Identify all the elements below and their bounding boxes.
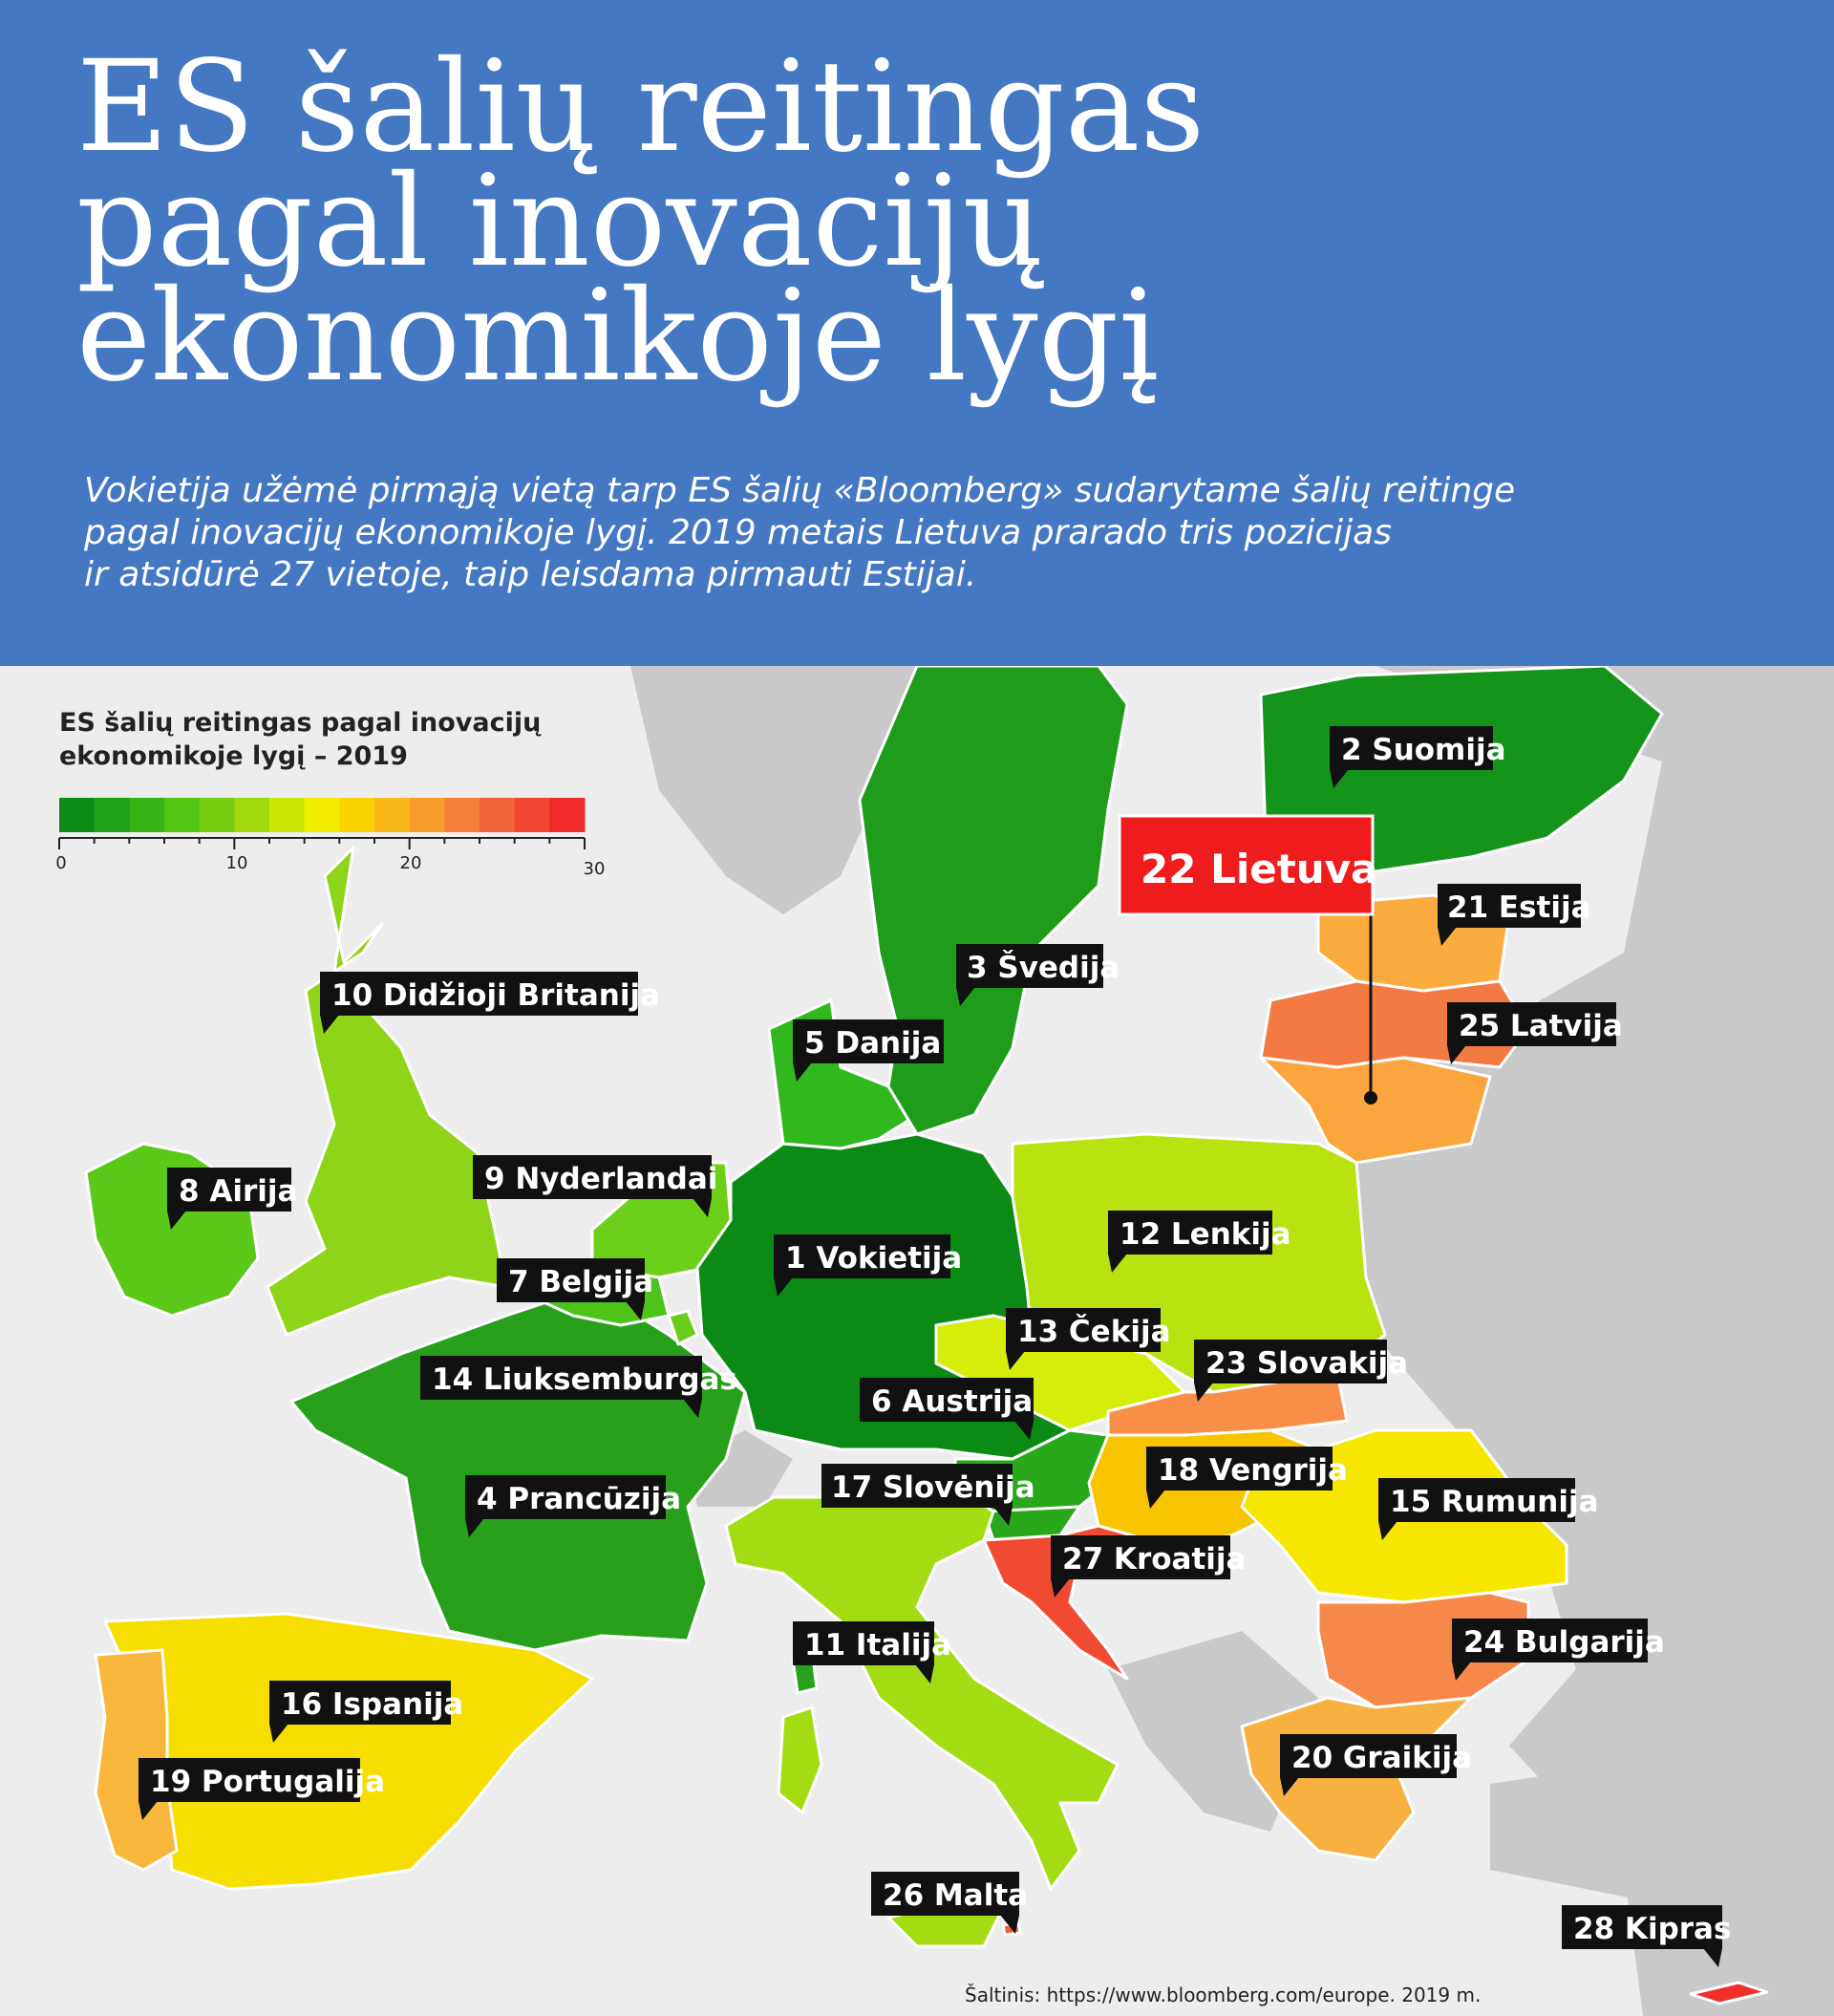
legend-tick-label: 30 (583, 859, 606, 879)
legend-swatch (480, 798, 515, 832)
europe-map (0, 666, 1834, 2016)
label-text: 5 Danija (804, 1026, 942, 1061)
label-text: 23 Slovakija (1205, 1346, 1409, 1381)
label-text: 8 Airija (179, 1174, 298, 1209)
label-text: 16 Ispanija (281, 1687, 464, 1722)
label-text: 21 Estija (1447, 890, 1591, 925)
highlight-text: 22 Lietuva (1141, 846, 1378, 892)
label-text: 12 Lenkija (1120, 1217, 1291, 1252)
label-text: 2 Suomija (1341, 733, 1506, 767)
label-text: 4 Prancūzija (477, 1482, 682, 1516)
legend-swatch (549, 798, 585, 832)
legend-tick-label: 20 (399, 853, 422, 873)
legend-tick-label: 0 (55, 853, 67, 873)
label-text: 17 Slovėnija (831, 1470, 1035, 1505)
label-text: 10 Didžioji Britanija (331, 978, 661, 1013)
label-text: 11 Italija (804, 1628, 952, 1662)
label-text: 7 Belgija (508, 1265, 654, 1299)
subtitle-line: pagal inovacijų ekonomikoje lygį. 2019 metais Lietuva prarado tris pozicijas (84, 513, 1392, 552)
label-text: 6 Austrija (871, 1384, 1034, 1419)
legend-swatch (444, 798, 480, 832)
page-title (76, 33, 1509, 410)
legend-swatch (129, 798, 164, 832)
header-banner (0, 0, 1834, 666)
label-text: 28 Kipras (1573, 1912, 1732, 1946)
legend-swatch (410, 798, 445, 832)
title-line: ekonomikoje lygį (76, 263, 1160, 410)
title-line: ES šalių reitingas (76, 33, 1205, 181)
legend-swatch (515, 798, 550, 832)
legend-swatch (95, 798, 130, 832)
legend-swatch (200, 798, 235, 832)
legend-swatch (269, 798, 305, 832)
label-text: 24 Bulgarija (1463, 1625, 1665, 1660)
label-text: 27 Kroatija (1062, 1542, 1247, 1576)
legend-swatch (374, 798, 410, 832)
subtitle-line: ir atsidūrė 27 vietoje, taip leisdama pirmauti Estijai. (84, 555, 977, 594)
legend-swatch (305, 798, 340, 832)
label-text: 13 Čekija (1017, 1315, 1171, 1349)
legend-color-scale (59, 798, 586, 832)
subtitle-line: Vokietija užėmė pirmąją vietą tarp ES šalių «Bloomberg» sudarytame šalių reitinge (84, 471, 1516, 510)
legend-title-line: ES šalių reitingas pagal inovacijų (59, 708, 542, 738)
label-text: 19 Portugalija (150, 1765, 386, 1799)
legend-swatch (59, 798, 95, 832)
label-text: 15 Rumunija (1390, 1485, 1599, 1519)
legend-title-line: ekonomikoje lygį – 2019 (59, 741, 408, 771)
legend-swatch (234, 798, 269, 832)
page-subtitle (84, 470, 1708, 596)
label-text: 26 Malta (883, 1878, 1029, 1913)
label-text: 1 Vokietija (785, 1241, 963, 1276)
legend-tick-label: 10 (225, 853, 248, 873)
source-note: Šaltinis: https://www.bloomberg.com/europe. 2019 m. (965, 1984, 1482, 2006)
label-text: 18 Vengrija (1158, 1453, 1348, 1488)
label-text: 25 Latvija (1459, 1009, 1623, 1043)
label-text: 14 Liuksemburgas (432, 1362, 737, 1397)
legend-swatch (164, 798, 200, 832)
highlight-marker (1364, 1091, 1377, 1105)
legend-swatch (339, 798, 374, 832)
title-line: pagal inovacijų (76, 148, 1044, 295)
label-text: 3 Švedija (967, 951, 1120, 985)
label-text: 20 Graikija (1291, 1741, 1472, 1775)
label-text: 9 Nyderlandai (484, 1162, 718, 1196)
